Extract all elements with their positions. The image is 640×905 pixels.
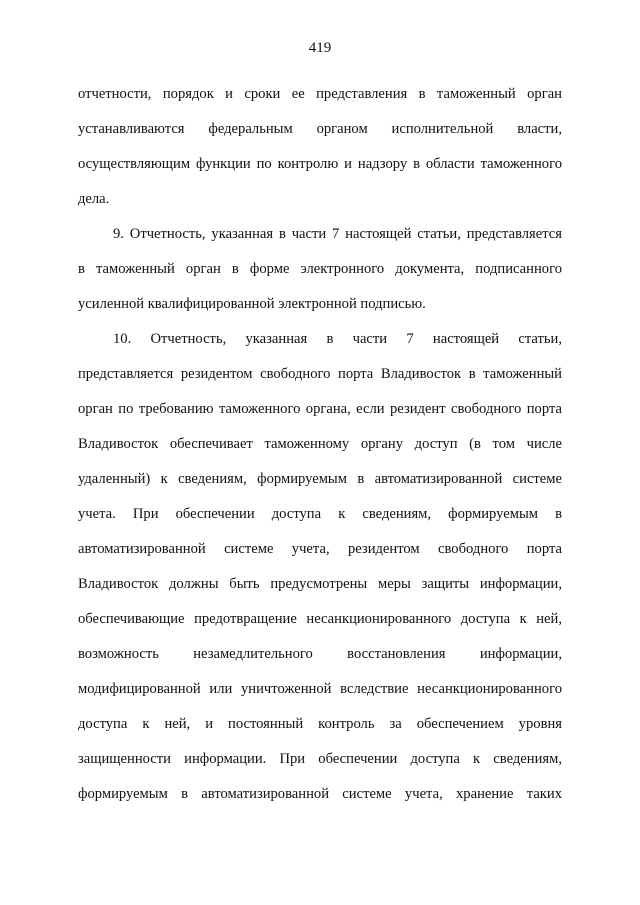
text-line: усиленной квалифицированной электронной подписью. <box>78 296 426 312</box>
body-text <box>78 77 562 812</box>
text-line: обеспечивающие предотвращение несанкционированного доступа к ней, <box>78 611 562 627</box>
text-line: в таможенный орган в форме электронного документа, подписанного <box>78 261 562 277</box>
text-line: модифицированной или уничтоженной вследствие несанкционированного <box>78 681 562 697</box>
text-line: автоматизированной системе учета, резидентом свободного порта <box>78 541 562 557</box>
paragraph-item-9 <box>78 217 562 322</box>
text-line: Владивосток обеспечивает таможенному органу доступ (в том числе <box>78 436 562 452</box>
text-line: учета. При обеспечении доступа к сведениям, формируемым в <box>78 506 562 522</box>
text-line: орган по требованию таможенного органа, если резидент свободного порта <box>78 401 562 417</box>
text-line: формируемым в автоматизированной системе учета, хранение таких <box>78 786 562 802</box>
text-line: Владивосток должны быть предусмотрены меры защиты информации, <box>78 576 562 592</box>
text-line: представляется резидентом свободного порта Владивосток в таможенный <box>78 366 562 382</box>
paragraph-1 <box>78 77 562 217</box>
text-line: отчетности, порядок и сроки ее представления в таможенный орган <box>78 86 562 102</box>
text-line: 10. Отчетность, указанная в части 7 настоящей статьи, <box>113 331 562 347</box>
text-line: устанавливаются федеральным органом исполнительной власти, <box>78 121 562 137</box>
text-line: удаленный) к сведениям, формируемым в автоматизированной системе <box>78 471 562 487</box>
text-line: осуществляющим функции по контролю и надзору в области таможенного <box>78 156 562 172</box>
text-line: 9. Отчетность, указанная в части 7 настоящей статьи, представляется <box>113 226 562 242</box>
page-number: 419 <box>308 40 332 56</box>
text-line: дела. <box>78 191 110 207</box>
text-line: возможность незамедлительного восстановления информации, <box>78 646 562 662</box>
text-line: доступа к ней, и постоянный контроль за обеспечением уровня <box>78 716 562 732</box>
paragraph-item-10 <box>78 322 562 812</box>
text-line: защищенности информации. При обеспечении доступа к сведениям, <box>78 751 562 767</box>
